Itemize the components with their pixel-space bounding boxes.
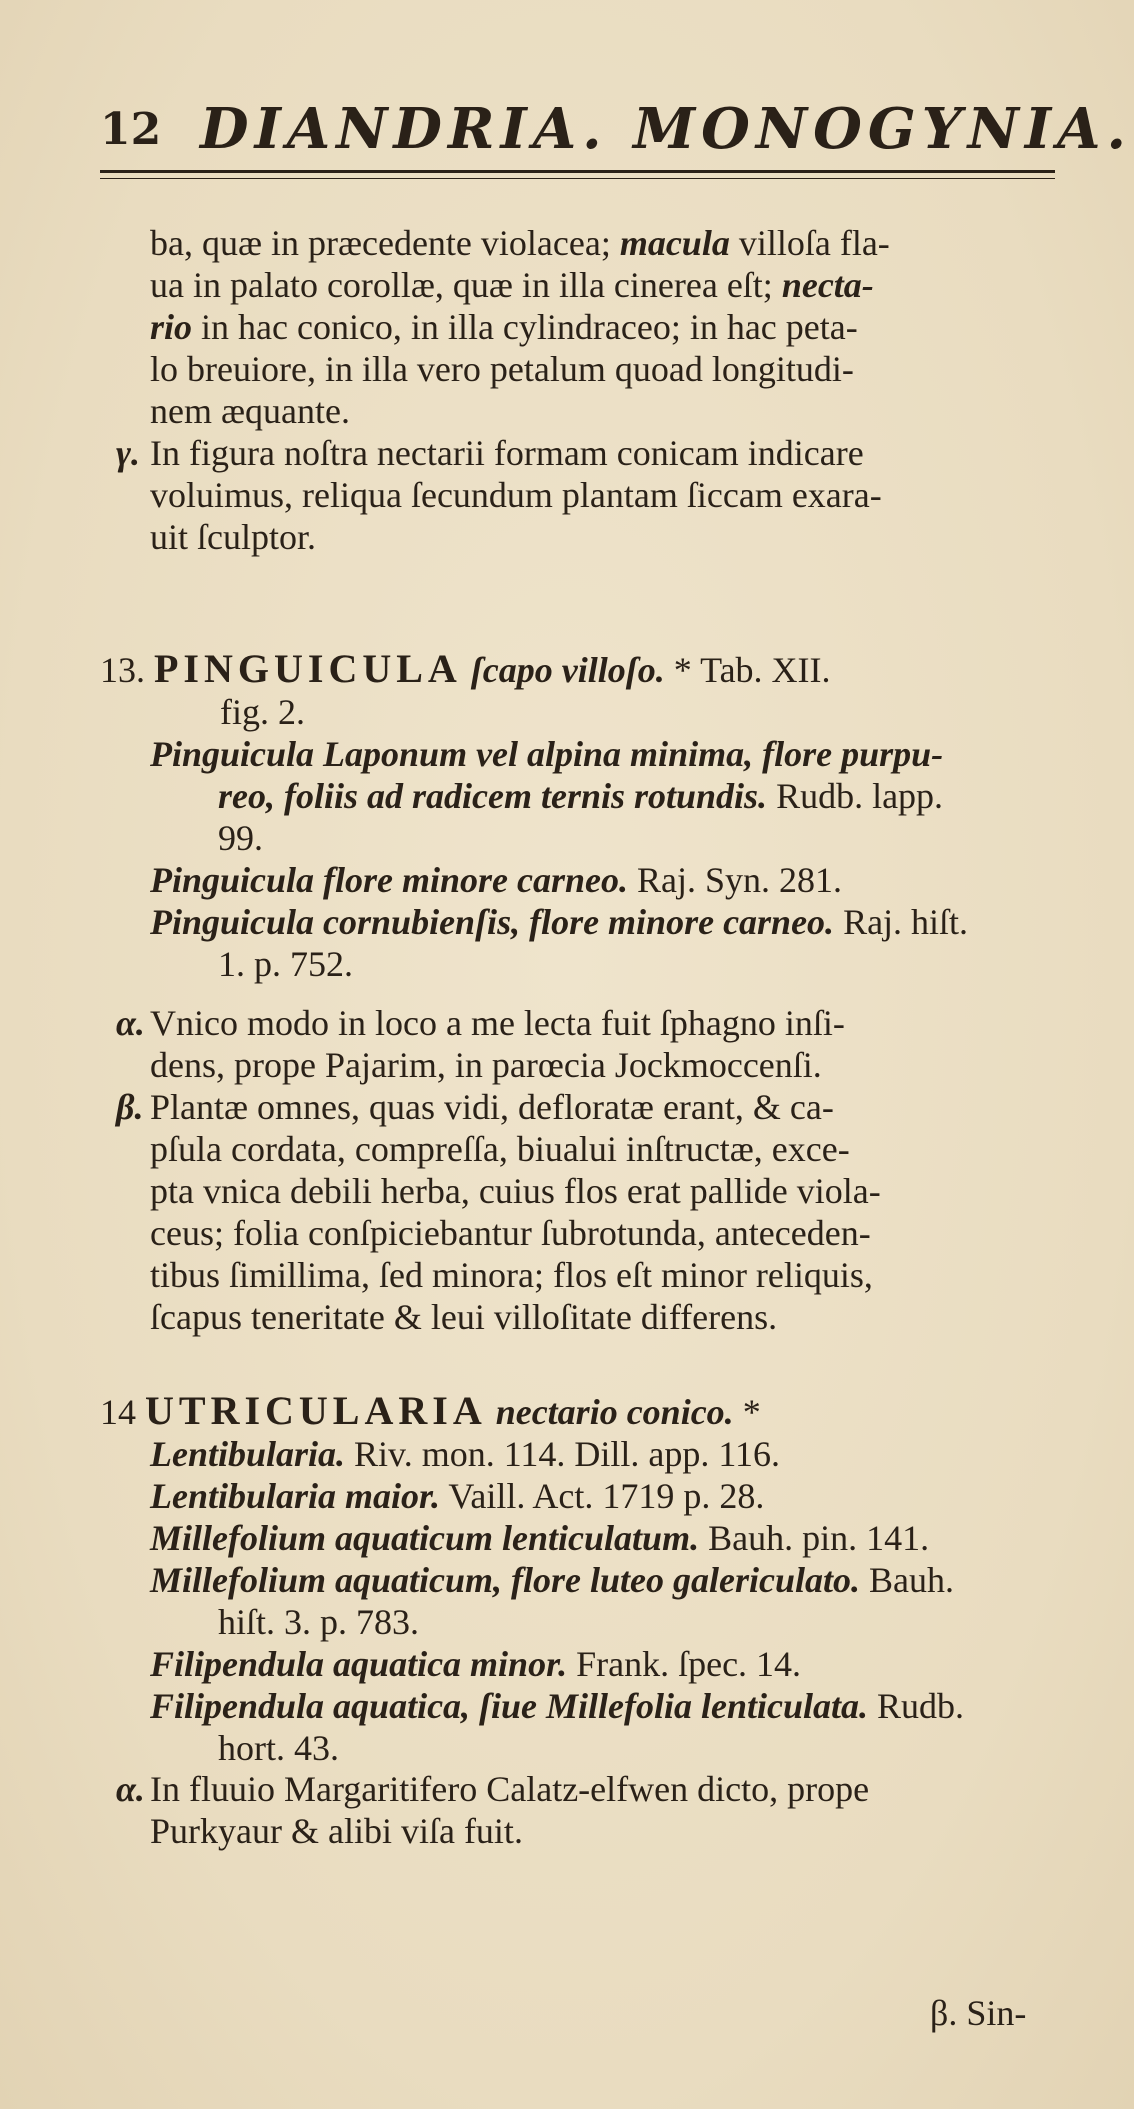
note-marker: α. xyxy=(116,1769,145,1809)
note-marker: β. xyxy=(116,1087,144,1127)
synonym-line: hiſt. 3. p. 783. xyxy=(218,1602,420,1642)
entry-utricularia xyxy=(100,1390,1060,1769)
text-line: voluimus, reliqua ſecundum plantam ſiccam exara- xyxy=(150,475,882,515)
paragraph-description xyxy=(150,222,1060,432)
text-line: rio in hac conico, in illa cylindraceo; in hac peta- xyxy=(150,307,858,347)
synonym-line: Millefolium aquaticum, flore luteo galericulato. Bauh. xyxy=(150,1560,955,1600)
entry-heading: 13. PINGUICULA ſcapo villoſo. * Tab. XII. xyxy=(100,646,831,691)
text-line: nem æquante. xyxy=(150,391,350,431)
entry-heading: 14 UTRICULARIA nectario conico. * xyxy=(100,1388,761,1433)
note-marker: α. xyxy=(116,1003,145,1043)
page-number: 12 xyxy=(100,104,162,155)
synonym-line: Pinguicula flore minore carneo. Raj. Syn. 281. xyxy=(150,860,843,900)
text-line: Purkyaur & alibi viſa fuit. xyxy=(150,1811,523,1851)
text-line: ua in palato corollæ, quæ in illa cinerea eſt; necta- xyxy=(150,265,874,305)
text-line: ba, quæ in præcedente violacea; macula villoſa fla- xyxy=(150,223,890,263)
text-line: ſcapus teneritate & leui villoſitate differens. xyxy=(150,1297,778,1337)
synonym-line: hort. 43. xyxy=(218,1728,339,1768)
synonym-line: 99. xyxy=(218,818,263,858)
text-line: pta vnica debili herba, cuius flos erat pallide viola- xyxy=(150,1171,881,1211)
header-rule xyxy=(100,170,1055,179)
synonym-line: Lentibularia maior. Vaill. Act. 1719 p. 28. xyxy=(150,1476,765,1516)
entry-heading-ref: fig. 2. xyxy=(220,692,305,732)
note-marker: γ. xyxy=(116,433,140,473)
entry-pinguicula xyxy=(100,648,1060,985)
text-line: ceus; folia conſpiciebantur ſubrotunda, anteceden- xyxy=(150,1213,871,1253)
synonym-line: Pinguicula cornubienſis, flore minore carneo. Raj. hiſt. xyxy=(150,902,969,942)
synonym-line: Pinguicula Laponum vel alpina minima, flore purpu- xyxy=(150,734,944,774)
text-line: lo breuiore, in illa vero petalum quoad longitudi- xyxy=(150,349,854,389)
text-line: tibus ſimillima, ſed minora; flos eſt minor reliquis, xyxy=(150,1255,873,1295)
synonym-line: Lentibularia. Riv. mon. 114. Dill. app. 116. xyxy=(150,1434,781,1474)
running-title: DIANDRIA. MONOGYNIA. xyxy=(200,96,1132,162)
synonym-line: reo, foliis ad radicem ternis rotundis. Rudb. lapp. xyxy=(218,776,944,816)
catchword: β. Sin- xyxy=(930,1993,1027,2033)
text-line: pſula cordata, compreſſa, biualui inſtructæ, exce- xyxy=(150,1129,850,1169)
text-line: α. Vnico modo in loco a me lecta fuit ſphagno inſi- xyxy=(116,1003,845,1043)
page-header xyxy=(100,96,1132,162)
text-line: γ. In figura noſtra nectarii formam conicam indicare xyxy=(116,433,864,473)
synonym-line: Filipendula aquatica minor. Frank. ſpec. 14. xyxy=(150,1644,802,1684)
text-line: β. Plantæ omnes, quas vidi, defloratæ erant, & ca- xyxy=(116,1087,834,1127)
synonym-line: 1. p. 752. xyxy=(218,944,353,984)
text-line: dens, prope Pajarim, in parœcia Jockmoccenſi. xyxy=(150,1045,822,1085)
text-line: uit ſculptor. xyxy=(150,517,316,557)
synonym-line: Millefolium aquaticum lenticulatum. Bauh. pin. 141. xyxy=(150,1518,930,1558)
paragraph-gamma xyxy=(116,432,1060,558)
paragraph-alpha-13 xyxy=(116,1002,1060,1086)
paragraph-alpha-14 xyxy=(116,1768,1060,1852)
text-line: α. In fluuio Margaritifero Calatz-elfwen dicto, prope xyxy=(116,1769,870,1809)
paragraph-beta-13 xyxy=(116,1086,1060,1338)
synonym-line: Filipendula aquatica, ſiue Millefolia lenticulata. Rudb. xyxy=(150,1686,965,1726)
